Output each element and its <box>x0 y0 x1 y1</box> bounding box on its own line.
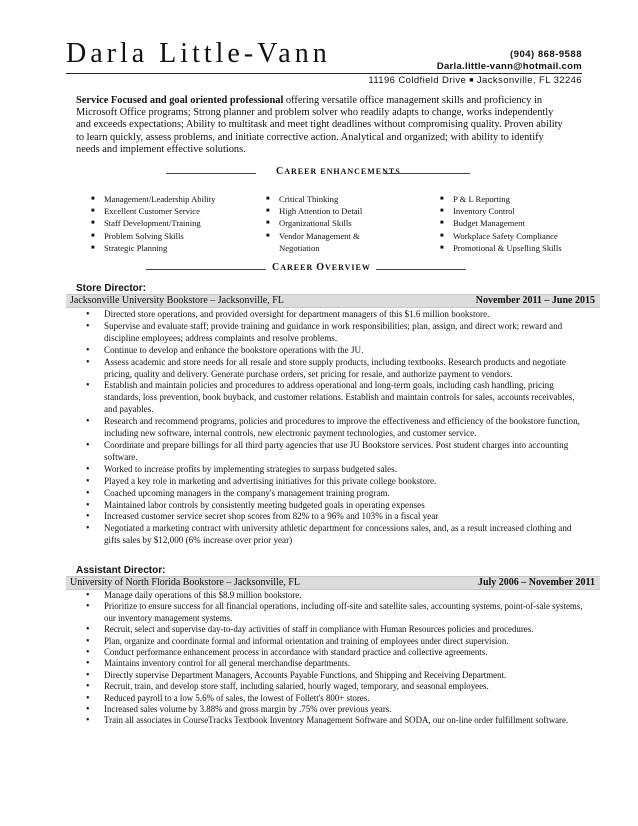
job-title: Assistant Director: <box>76 565 166 576</box>
list-item: • Continue to develop and enhance the bookstore operations with the JU. <box>86 345 586 357</box>
candidate-name: Darla Little-Vann <box>66 38 331 69</box>
list-item: • Plan, organize and coordinate formal and informal orientation and training of employees under direct supervision. <box>86 636 586 647</box>
list-item: ■ Organizational Skills <box>266 217 426 229</box>
list-item: • Directly supervise Department Managers, Accounts Payable Functions, and Shipping and Receiving Department. <box>86 670 586 681</box>
list-item: • Recruit, select and supervise day-to-day activities of staff in compliance with Human Resources policies and procedures. <box>86 624 586 635</box>
list-item: • Research and recommend programs, policies and procedures to improve the effectiveness and efficiency of the bookstore function, including new software, internal controls, new electronic payment technologies, and customer service. <box>86 416 586 440</box>
list-item: • Supervise and evaluate staff; provide training and guidance in work responsibilities; plan, assign, and direct work; reward and discipline employees; address complaints and resolve problems. <box>86 321 586 345</box>
list-item: • Directed store operations, and provided oversight for department managers of this $1.6 million bookstore. <box>86 309 586 321</box>
heading-rule-left <box>166 173 256 174</box>
list-item: • Train all associates in CourseTracks Textbook Inventory Management Software and SODA, our on-line order fulfillment software. <box>86 715 586 726</box>
list-item: • Maintains inventory control for all general merchandise departments. <box>86 658 586 669</box>
list-item: ■ Critical Thinking <box>266 193 426 205</box>
list-item: • Establish and maintain policies and procedures to address operational and long-term goals, including cash handling, pricing standards, loss prevention, book buyback, and customer relations. Establish and maintain controls for sales, accounts receivables, and payables. <box>86 380 586 416</box>
skills-column-3 <box>440 193 600 254</box>
employer: Jacksonville University Bookstore – Jacksonville, FL <box>70 295 284 306</box>
list-item: • Recruit, train, and develop store staff, including salaried, hourly waged, temporary, and seasonal employees. <box>86 681 586 692</box>
list-item: ■ Inventory Control <box>440 205 600 217</box>
employer: University of North Florida Bookstore – Jacksonville, FL <box>70 577 300 588</box>
employment-dates: July 2006 – November 2011 <box>477 577 595 588</box>
list-item: ■ P & L Reporting <box>440 193 600 205</box>
section-title: CAREER ENHANCEMENTS <box>276 166 401 177</box>
list-item: • Coordinate and prepare billings for all third party agencies that use JU Bookstore services. Post student charges into accounting software. <box>86 440 586 464</box>
heading-rule-left <box>146 269 266 270</box>
list-item: • Manage daily operations of this $8.9 million bookstore. <box>86 590 586 601</box>
professional-summary <box>76 95 566 156</box>
square-bullet-icon: ■ <box>469 77 474 84</box>
list-item: ■ Budget Management <box>440 217 600 229</box>
list-item: • Maintained labor controls by consistently meeting budgeted goals in operating expenses <box>86 500 586 512</box>
list-item: • Increased sales volume by 3.88% and gross margin by .75% over previous years. <box>86 704 586 715</box>
career-overview-heading <box>0 262 638 276</box>
job-duties-list <box>86 309 586 547</box>
skills-column-2 <box>266 193 426 254</box>
mailing-address <box>368 75 582 86</box>
email-address: Darla.little-vann@hotmail.com <box>436 61 582 72</box>
list-item: ■ Promotional & Upselling Skills <box>440 242 600 254</box>
list-item: ■ Staff Development/Training <box>91 217 251 229</box>
list-item: • Worked to increase profits by implementing strategies to surpass budgeted sales. <box>86 464 586 476</box>
phone-number: (904) 868-9588 <box>510 49 582 60</box>
heading-rule-right <box>376 269 466 270</box>
list-item: • Reduced payroll to a low 5.6% of sales, the lowest of Follett's 800+ stores. <box>86 693 586 704</box>
employment-dates: November 2011 – June 2015 <box>475 295 595 306</box>
job-header-bar <box>66 576 600 590</box>
list-item: ■ Problem Solving Skills <box>91 230 251 242</box>
job-title: Store Director: <box>76 283 147 294</box>
job-header-bar <box>66 294 600 308</box>
heading-rule-right <box>384 173 470 174</box>
list-item: • Increased customer service secret shop scores from 82% to a 96% and 103% in a fiscal year <box>86 511 586 523</box>
header-rule <box>66 73 582 74</box>
list-item: Negotiation <box>279 242 320 253</box>
list-item: • Played a key role in marketing and advertising initiatives for this private college bookstore. <box>86 476 586 488</box>
list-item: • Negotiated a marketing contract with university athletic department for concessions sales, and, as a result increased clothing and gifts sales by $12,000 (6% increase over prior year) <box>86 523 586 547</box>
list-item: • Assess academic and store needs for all resale and store supply products, including textbooks. Research products and negotiate pricing, quality and delivery. Generate purchase orders, set pricing for resale, and authorize payment to vendors. <box>86 357 586 381</box>
section-title: CAREER OVERVIEW <box>272 262 371 273</box>
summary-text: offering versatile office management skills and proficiency in Microsoft Office programs; Strong planner and problem solver who readily adapts to change, works independently and exceeds expectations; Ability to multitask and meet tight deadlines without compromising quality. Proven ability to learn quickly, assess problems, and initiate corrective action. Analytical and organized; with ability to identify needs and implement effective solutions. <box>76 95 563 155</box>
list-item: • Prioritize to ensure success for all financial operations, including off-site and satellite sales, accounting systems, point-of-sale systems, our inventory management systems. <box>86 601 586 624</box>
job-duties-list <box>86 590 586 727</box>
address-city: Jacksonville, FL 32246 <box>476 75 582 86</box>
list-item: ■ Vendor Management & <box>266 230 426 242</box>
list-item: ■ High Attention to Detail <box>266 205 426 217</box>
list-item: ■ Excellent Customer Service <box>91 205 251 217</box>
summary-lead: Service Focused and goal oriented professional <box>76 95 284 106</box>
list-item: • Conduct performance enhancement process in accordance with standard practice and collective agreements. <box>86 647 586 658</box>
skills-column-1 <box>91 193 251 254</box>
career-enhancements-heading <box>0 166 638 180</box>
list-item: ■ Strategic Planning <box>91 242 251 254</box>
list-item: • Coached upcoming managers in the company's management training program. <box>86 488 586 500</box>
address-street: 11196 Coldfield Drive <box>368 75 467 86</box>
list-item: ■ Management/Leadership Ability <box>91 193 251 205</box>
list-item: ■ Workplace Safety Compliance <box>440 230 600 242</box>
